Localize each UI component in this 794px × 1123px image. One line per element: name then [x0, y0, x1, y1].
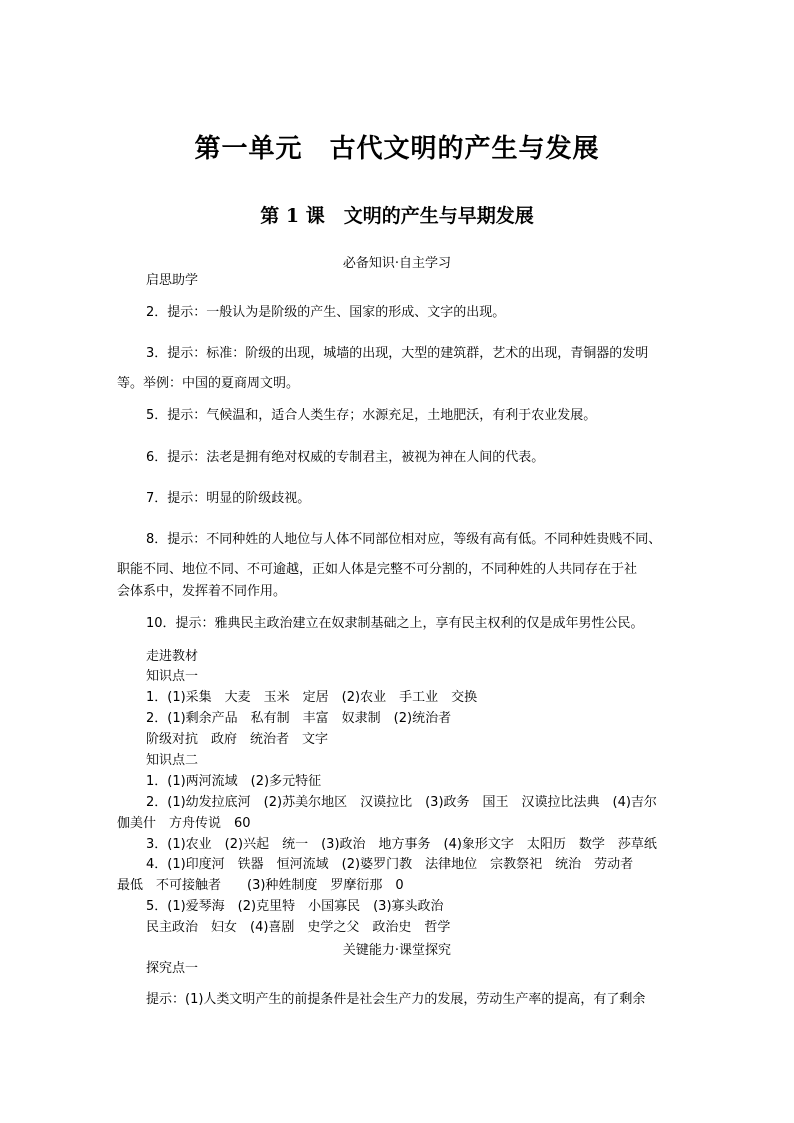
zoujin-line: 民主政治 妇女 (4)喜剧 史学之父 政治史 哲学 [146, 920, 451, 935]
zoujin-line: 3．(1)农业 (2)兴起 统一 (3)政治 地方事务 (4)象形文字 太阳历 数学 莎草纸 [146, 837, 657, 852]
zoujin-line: 5．(1)爱琴海 (2)克里特 小国寡民 (3)寡头政治 [146, 899, 444, 914]
qisi-item: 6．提示：法老是拥有绝对权威的专制君主，被视为神在人间的代表。 [146, 450, 545, 465]
qisi-item: 2．提示：一般认为是阶级的产生、国家的形成、文字的出现。 [146, 305, 506, 320]
section-header-ability: 关键能力·课堂探究 [342, 943, 452, 958]
lesson-title: 第 1 课 文明的产生与早期发展 [260, 205, 534, 227]
unit-title: 第一单元 古代文明的产生与发展 [194, 134, 600, 164]
qisi-item: 5．提示：气候温和，适合人类生存；水源充足，土地肥沃，有利于农业发展。 [146, 408, 597, 423]
zoujin-line: 最低 不可接触者 (3)种姓制度 罗摩衍那 0 [117, 878, 404, 893]
zoujin-line: 阶级对抗 政府 统治者 文字 [146, 732, 329, 747]
zoujin-line: 知识点二 [146, 753, 199, 768]
qisi-item: 3．提示：标准：阶级的出现，城墙的出现，大型的建筑群，艺术的出现，青铜器的发明 [146, 346, 649, 361]
qisi-item: 7．提示：明显的阶级歧视。 [146, 491, 311, 506]
tanjiu-heading: 探究点一 [146, 961, 199, 976]
tanjiu-line: 提示：(1)人类文明产生的前提条件是社会生产力的发展，劳动生产率的提高，有了剩余 [146, 992, 646, 1007]
zoujin-line: 1．(1)两河流域 (2)多元特征 [146, 774, 322, 789]
qisi-item-cont: 等。举例：中国的夏商周文明。 [117, 376, 300, 391]
zoujin-line: 2．(1)幼发拉底河 (2)苏美尔地区 汉谟拉比 (3)政务 国王 汉谟拉比法典 (4)吉尔 [146, 795, 657, 810]
zoujin-line: 4．(1)印度河 铁器 恒河流域 (2)婆罗门教 法律地位 宗教祭祀 统治 劳动者 [146, 857, 634, 872]
qisi-item-cont: 会体系中，发挥着不同作用。 [117, 584, 287, 599]
qisi-item: 10．提示：雅典民主政治建立在奴隶制基础之上，享有民主权利的仅是成年男性公民。 [146, 616, 644, 631]
zoujin-heading: 走进教材 [146, 649, 199, 664]
qisi-heading: 启思助学 [146, 273, 199, 288]
zoujin-line: 1．(1)采集 大麦 玉米 定居 (2)农业 手工业 交换 [146, 690, 478, 705]
zoujin-line: 知识点一 [146, 669, 199, 684]
zoujin-line: 伽美什 方舟传说 60 [117, 816, 251, 831]
qisi-item-cont: 职能不同、地位不同、不可逾越，正如人体是完整不可分割的，不同种姓的人共同存在于社 [117, 562, 638, 577]
section-header-knowledge: 必备知识·自主学习 [342, 256, 452, 271]
zoujin-line: 2．(1)剩余产品 私有制 丰富 奴隶制 (2)统治者 [146, 711, 452, 726]
qisi-item: 8．提示：不同种姓的人地位与人体不同部位相对应，等级有高有低。不同种姓贵贱不同、 [146, 532, 662, 547]
